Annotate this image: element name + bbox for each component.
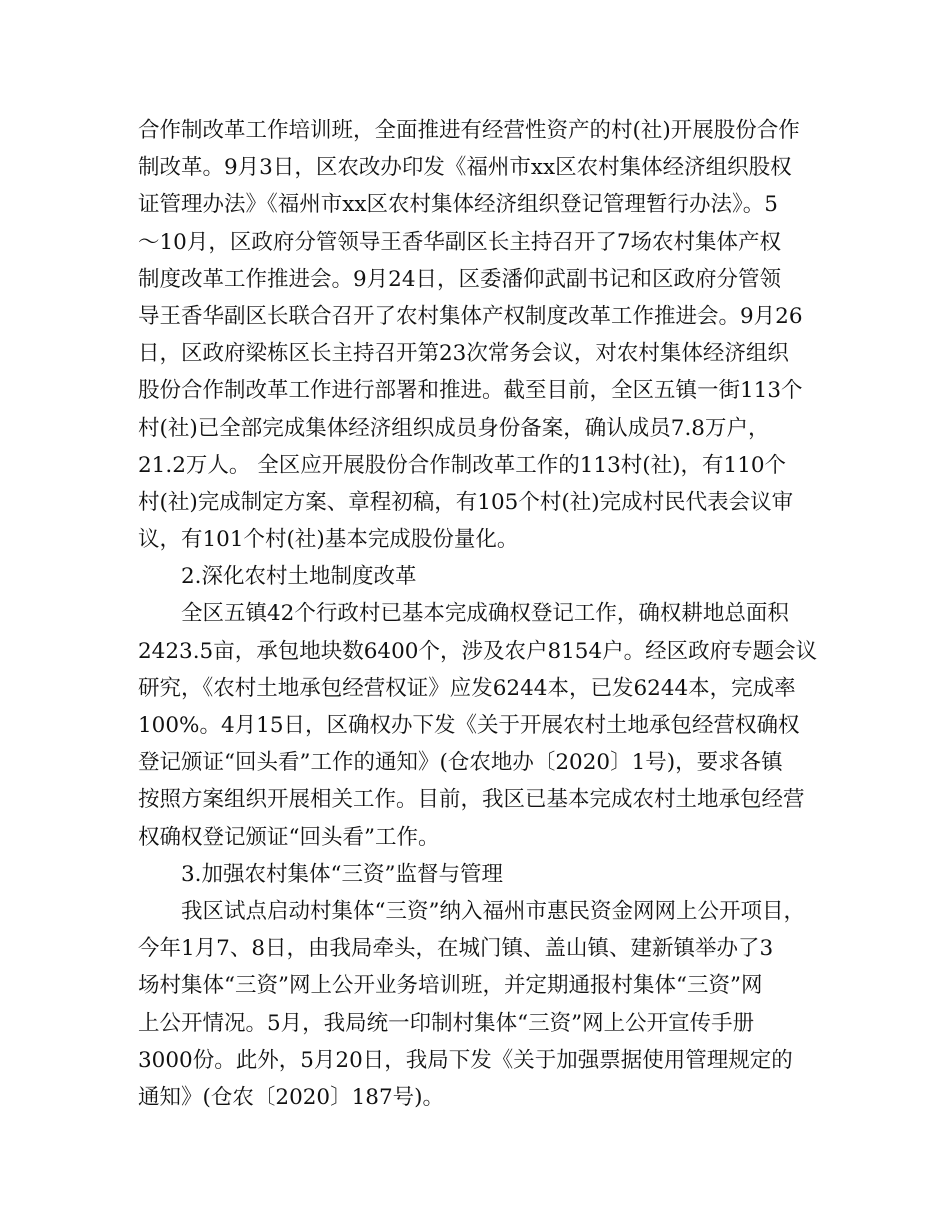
paragraph-line: 全区五镇42个行政村已基本完成确权登记工作，确权耕地总面积 [181, 601, 789, 627]
paragraph-line: 21.2万人。 全区应开展股份合作制改革工作的113村(社)，有110个 [138, 452, 787, 478]
paragraph-line: 制改革。9月3日，区农改办印发《福州市xx区农村集体经济组织股权 [138, 155, 792, 181]
paragraph-line: 证管理办法》《福州市xx区农村集体经济组织登记管理暂行办法》。5 [138, 192, 778, 218]
paragraph-line: 场村集体“三资”网上公开业务培训班，并定期通报村集体“三资”网 [138, 973, 763, 999]
paragraph-line: 我区试点启动村集体“三资”纳入福州市惠民资金网网上公开项目， [181, 898, 805, 924]
section-heading-3: 3.加强农村集体“三资”监督与管理 [181, 861, 503, 887]
section-2-paragraph [138, 595, 828, 855]
paragraph-line: 100%。4月15日，区确权办下发《关于开展农村土地承包经营权确权 [138, 713, 800, 738]
paragraph-line: 按照方案组织开展相关工作。目前，我区已基本完成农村土地承包经营 [138, 787, 805, 813]
paragraph-line: 村(社)完成制定方案、章程初稿，有105个村(社)完成村民代表会议审 [138, 489, 794, 515]
paragraph-line: 合作制改革工作培训班，全面推进有经营性资产的村(社)开展股份合作 [138, 118, 800, 143]
document-body [138, 112, 828, 1116]
paragraph-line: 3000份。此外，5月20日，我局下发《关于加强票据使用管理规定的 [138, 1047, 793, 1073]
paragraph-line: 登记颁证“回头看”工作的通知》(仓农地办〔2020〕1号)，要求各镇 [138, 750, 783, 776]
paragraph-line: 2423.5亩，承包地块数6400个，涉及农户8154户。经区政府专题会议 [138, 638, 818, 664]
paragraph-line: 制度改革工作推进会。9月24日，区委潘仰武副书记和区政府分管领 [138, 266, 782, 292]
section-heading-2: 2.深化农村土地制度改革 [181, 564, 417, 590]
paragraph-line: ～10月，区政府分管领导王香华副区长主持召开了7场农村集体产权 [138, 229, 782, 255]
paragraph-line: 今年1月7、8日，由我局牵头，在城门镇、盖山镇、建新镇举办了3 [138, 936, 774, 962]
paragraph-line: 村(社)已全部完成集体经济组织成员身份备案，确认成员7.8万户， [138, 415, 770, 441]
paragraph-line: 研究，《农村土地承包经营权证》应发6244本，已发6244本，完成率 [138, 675, 796, 701]
section-3-paragraph [138, 893, 828, 1116]
paragraph-line: 日，区政府梁栋区长主持召开第23次常务会议，对农村集体经济组织 [138, 341, 789, 367]
section-1-paragraph [138, 112, 828, 558]
paragraph-line: 权确权登记颁证“回头看”工作。 [138, 824, 440, 850]
paragraph-line: 股份合作制改革工作进行部署和推进。截至目前，全区五镇一街113个 [138, 378, 803, 404]
paragraph-line: 议，有101个村(社)基本完成股份量化。 [138, 527, 519, 553]
paragraph-line: 导王香华副区长联合召开了农村集体产权制度改革工作推进会。9月26 [138, 303, 803, 329]
paragraph-line: 上公开情况。5月，我局统一印制村集体“三资”网上公开宣传手册 [138, 1010, 755, 1036]
paragraph-line: 通知》(仓农〔2020〕187号)。 [138, 1084, 445, 1110]
